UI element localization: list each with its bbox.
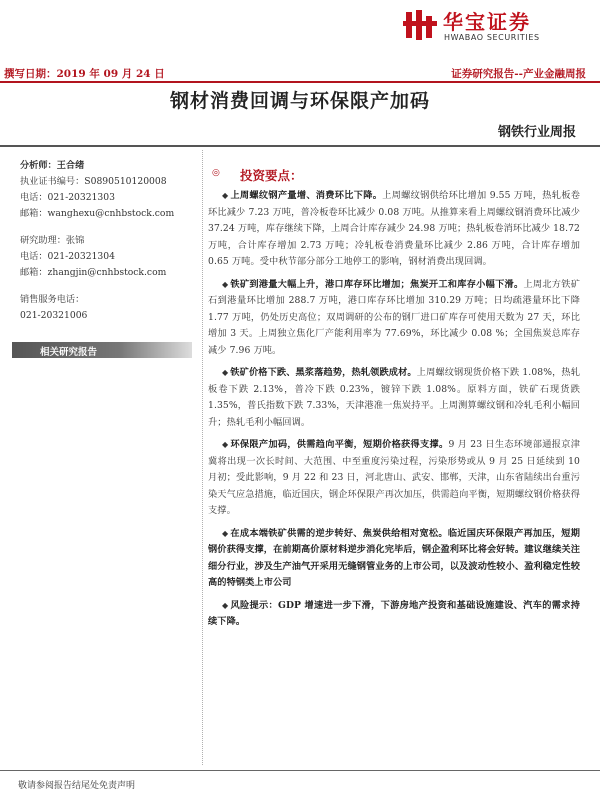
footer-divider bbox=[0, 770, 600, 771]
key-point-4: ◆ 环保限产加码，供需趋向平衡，短期价格获得支撑。9 月 23 日生态环境部通报京津冀将出现一次长时间、大范围、中至重度污染过程，污染形势或从 9 月 25 日延续到 10 月初；受此影响，9 月 22 和 23 日，河北唐山、武安、邯郸，天津，山东省陆续出台重污染天气应急措施，临近国庆，钢企环保限产再次加压，供需趋向平衡，短期螺纹钢价格获得支撑。 bbox=[208, 439, 580, 516]
diamond-bullet-icon: ◆ bbox=[222, 528, 229, 538]
assistant-email[interactable]: 邮箱：zhangjin@cnhbstock.com bbox=[20, 267, 167, 278]
brand-name-en: HWABAO SECURITIES bbox=[444, 33, 540, 42]
assistant-phone: 电话：021-20321304 bbox=[20, 251, 115, 262]
diamond-bullet-icon: ◆ bbox=[222, 600, 229, 610]
brand-name-cn: 华宝证券 bbox=[443, 10, 531, 34]
page-subtitle: 钢铁行业周报 bbox=[497, 125, 576, 140]
report-date: 撰写日期：2019 年 09 月 24 日 bbox=[4, 68, 165, 80]
page-title: 钢材消费回调与环保限产加码 bbox=[169, 90, 430, 112]
diamond-bullet-icon: ◆ bbox=[222, 368, 229, 377]
analyst-info bbox=[20, 158, 190, 324]
title-divider bbox=[0, 145, 600, 147]
key-points bbox=[208, 166, 580, 637]
circle-bullet-icon: ◎ bbox=[212, 168, 220, 178]
meta-row bbox=[4, 66, 586, 80]
sales-label: 销售服务电话： bbox=[20, 294, 85, 305]
key-points-title: ◎ 投资要点： bbox=[212, 168, 303, 183]
key-point-2: ◆ 铁矿到港量大幅上升，港口库存环比增加；焦炭开工和库存小幅下滑。上周北方铁矿石到港量环比增加 288.7 万吨，港口库存环比增加 310.29 万吨；日均疏港量环比下降 1.77 万吨，仍处历史高位；双周调研的公布的钢厂进口矿库存可使用天数为 27 天，环比增加 3 天。上周独立焦化厂产能利用率为 77.69%，环比减少 0.08 %；全国焦炭总库存减少 7.96 万吨。 bbox=[208, 278, 580, 356]
diamond-bullet-icon: ◆ bbox=[222, 279, 229, 289]
key-point-1: ◆ 上周螺纹钢产量增、消费环比下降。上周螺纹钢供给环比增加 9.55 万吨，热轧板卷环比减少 7.23 万吨，普冷板卷环比减少 0.08 万吨。从推算来看上周螺纹钢消费环比减少 37.24 万吨，库存继续下降，上周合计库存减少 24.98 万吨；热轧板卷消环比减少 18.72 万吨，合计库存增加 2.73 万吨；冷轧板卷消费量环比减少 2.86 万吨，合计库存增加 0.65 万吨。受中秋节部分部分工地停工的影响，钢材消费出现回调。 bbox=[208, 190, 580, 267]
footer-disclaimer: 敬请参阅报告结尾处免责声明 bbox=[18, 781, 136, 791]
sales-phone: 021-20321006 bbox=[20, 310, 88, 321]
brand-logo bbox=[403, 6, 578, 46]
report-type: 证券研究报告--产业金融周报 bbox=[451, 68, 586, 80]
key-point-3: ◆ 铁矿价格下跌、黑浆落趋势，热轧领跌成材。上周螺纹钢现货价格下跌 1.08%，热轧板卷下跌 2.13%，普冷下跌 0.23%，镀锌下跌 1.08%。原料方面，铁矿石现货跌 1.35%，普氏指数下跌 7.33%，天津港准一焦炭持平。上周测算螺纹钢和冷轧毛利小幅回升；热轧毛利小幅回调。 bbox=[208, 367, 581, 428]
column-divider bbox=[202, 150, 203, 765]
hwabao-logo-icon bbox=[403, 8, 437, 42]
analyst-cert: 执业证书编号：S0890510120008 bbox=[20, 176, 167, 187]
analyst-phone: 电话：021-20321303 bbox=[20, 192, 115, 203]
key-point-risk: ◆ 风险提示：GDP 增速进一步下滑，下游房地产投资和基础设施建设、汽车的需求持续下降。 bbox=[208, 599, 581, 627]
assistant-name: 研究助理：张锦 bbox=[20, 235, 85, 246]
related-reports-label: 相关研究报告 bbox=[40, 347, 98, 358]
diamond-bullet-icon: ◆ bbox=[222, 191, 229, 200]
analyst-email[interactable]: 邮箱：wanghexu@cnhbstock.com bbox=[20, 208, 175, 219]
related-reports-header bbox=[12, 342, 192, 358]
diamond-bullet-icon: ◆ bbox=[222, 440, 229, 449]
analyst-name: 分析师：王合绪 bbox=[20, 160, 85, 171]
header-divider bbox=[0, 81, 600, 83]
key-point-5: ◆ 在成本端铁矿供需的逆步转好、焦炭供给相对宽松。临近国庆环保限产再加压，短期钢价获得支撑，在前期高价原材料逆步消化完毕后，钢企盈利环比将会好转。建议继续关注细分行业，涉及生产油气开采用无缝钢管业务的上市公司，以及波动性较小、盈利稳定性较高的特钢类上市公司 bbox=[208, 527, 580, 588]
